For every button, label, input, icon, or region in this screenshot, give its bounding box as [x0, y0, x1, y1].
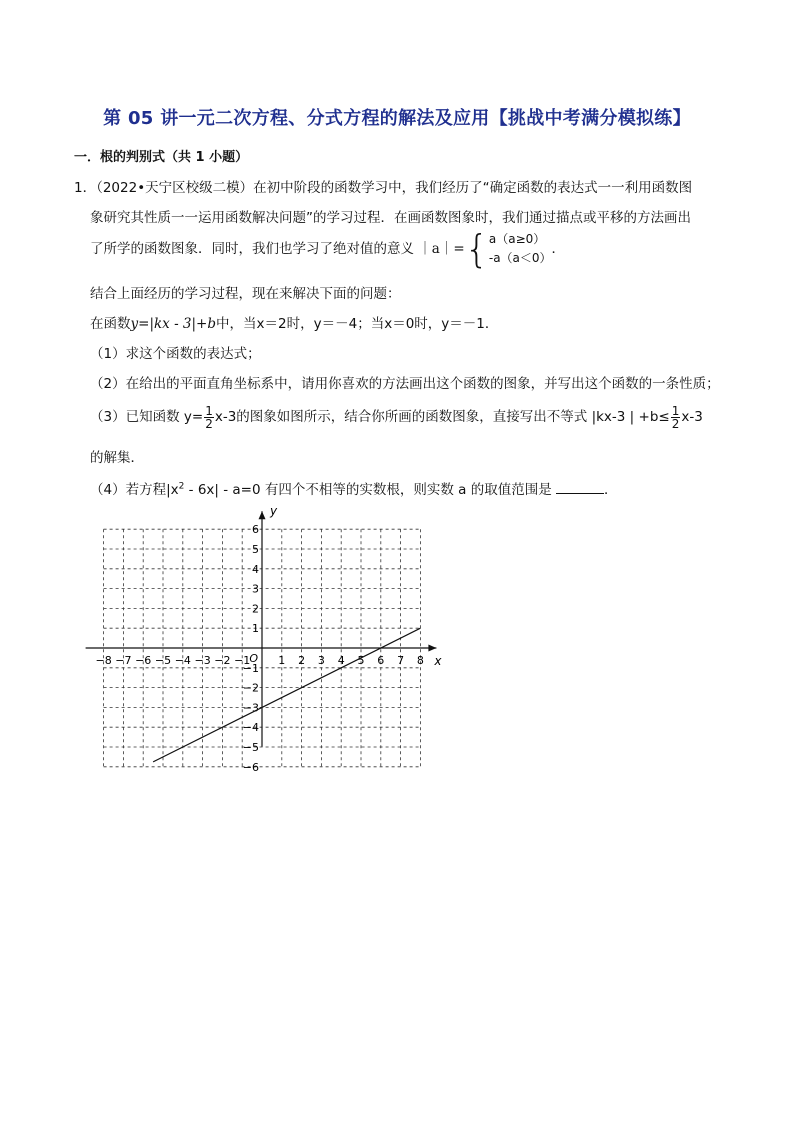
x-tick-label: −1: [234, 654, 251, 667]
question-4: [90, 478, 618, 498]
x-tick-label: −2: [214, 654, 231, 667]
x-tick-label: 2: [298, 654, 306, 667]
q3-fraction-2: [671, 405, 681, 430]
question-3: [90, 400, 703, 434]
x-tick-label: 1: [278, 654, 286, 667]
y-tick-label: −2: [242, 681, 259, 695]
q3-fraction: [204, 405, 214, 430]
y-tick-label: 2: [252, 602, 259, 616]
q4-superscript: 2: [178, 481, 185, 492]
y-axis-label: y: [270, 504, 278, 519]
problem-text-3: 了所学的函数图象．同时，我们也学习了绝对值的意义: [90, 241, 414, 257]
y-tick-label: 1: [252, 622, 259, 636]
q3-fraction-2-denominator: 2: [671, 416, 680, 431]
x-tick-label: 3: [317, 654, 325, 667]
q3-fraction-numerator: 1: [205, 403, 213, 418]
x-tick-label: 8: [416, 654, 424, 667]
line5-d: y＝－4；当: [313, 316, 385, 332]
x-tick-label: 6: [377, 654, 385, 667]
y-tick-label: −6: [242, 760, 259, 774]
x-axis-label: x: [434, 654, 442, 668]
q4-end: ．: [604, 482, 618, 498]
q3-fraction-2-numerator: 1: [671, 403, 680, 418]
q3-fraction-denominator: 2: [205, 416, 213, 431]
coordinate-plane: [0, 498, 794, 798]
x-tick-label: −4: [174, 654, 191, 667]
y-tick-label: 6: [252, 523, 259, 537]
y-axis-arrow: [259, 511, 266, 519]
line5-f: y＝－1．: [441, 316, 499, 332]
x-tick-label: −8: [95, 654, 112, 667]
y-tick-label: −4: [242, 721, 259, 735]
x-tick-label: −7: [115, 654, 132, 667]
y-tick-label: −1: [242, 661, 259, 675]
abs-definition-lhs: ｜a｜=: [418, 241, 465, 257]
tick-labels: [95, 504, 442, 774]
problem-line-3: [90, 228, 565, 270]
problem-text-3-end: ．: [551, 241, 566, 257]
left-brace: {: [464, 227, 489, 271]
section-heading: 一．根的判别式（共 1 小题）: [74, 150, 249, 165]
x-tick-label: 5: [357, 654, 365, 667]
q4-b: - 6x| - a=0 有四个不相等的实数根，则实数 a 的取值范围是: [184, 482, 552, 498]
y-tick-label: −5: [242, 741, 259, 754]
line5-e: x＝0时，: [384, 316, 442, 332]
abs-case-1: a（a≥0）: [488, 232, 546, 246]
x-tick-label: −6: [135, 654, 152, 667]
q3-c: x-3: [681, 409, 703, 425]
answer-blank[interactable]: [556, 481, 604, 494]
y-tick-label: −3: [242, 701, 259, 715]
question-2: （2）在给出的平面直角坐标系中，请用你喜欢的方法画出这个函数的图象，并写出这个函数的一条性质；: [90, 376, 720, 392]
problem-line-2: 象研究其性质一一运用函数解决问题”的学习过程．在画函数图象时，我们通过描点或平移的方法画出: [90, 210, 691, 226]
q3-b: x-3的图象如图所示，结合你所画的函数图象，直接写出不等式 |kx-3 | +b≤: [214, 409, 670, 425]
problem-source: （2022•天宁区校级二模）: [96, 180, 254, 196]
y-tick-label: 3: [252, 582, 259, 596]
q4-a: （4）若方程|x: [90, 482, 179, 498]
problem-line-4: 结合上面经历的学习过程，现在来解决下面的问题：: [90, 286, 401, 302]
x-tick-label: −3: [194, 654, 211, 667]
line5-b: 中，当: [216, 316, 257, 332]
problem-text-1: 在初中阶段的函数学习中，我们经历了“确定函数的表达式一一利用函数图: [253, 180, 693, 196]
x-axis-arrow: [428, 645, 436, 652]
q3-a: （3）已知函数 y=: [90, 409, 204, 425]
problem-line-5: [90, 312, 498, 332]
x-tick-label: 7: [397, 654, 405, 667]
line5-a: 在函数: [90, 316, 131, 332]
abs-case-2: -a（a＜0）: [488, 251, 552, 265]
x-tick-label: −5: [154, 654, 172, 667]
question-3-cont: 的解集．: [90, 450, 144, 466]
y-tick-label: 5: [252, 543, 259, 556]
origin-label: O: [249, 652, 258, 665]
question-1: （1）求这个函数的表达式；: [90, 346, 261, 362]
problem-line-1: [74, 176, 692, 196]
problem-number: 1．: [74, 180, 97, 196]
x-tick-label: 4: [337, 654, 345, 667]
line5-c: x＝2时，: [256, 316, 314, 332]
page-title: 第 05 讲一元二次方程、分式方程的解法及应用【挑战中考满分模拟练】: [103, 108, 691, 129]
function-expression: y=|kx - 3|+b: [130, 316, 217, 332]
axes: [86, 511, 437, 747]
y-tick-label: 4: [252, 562, 259, 576]
abs-cases: [489, 230, 552, 268]
